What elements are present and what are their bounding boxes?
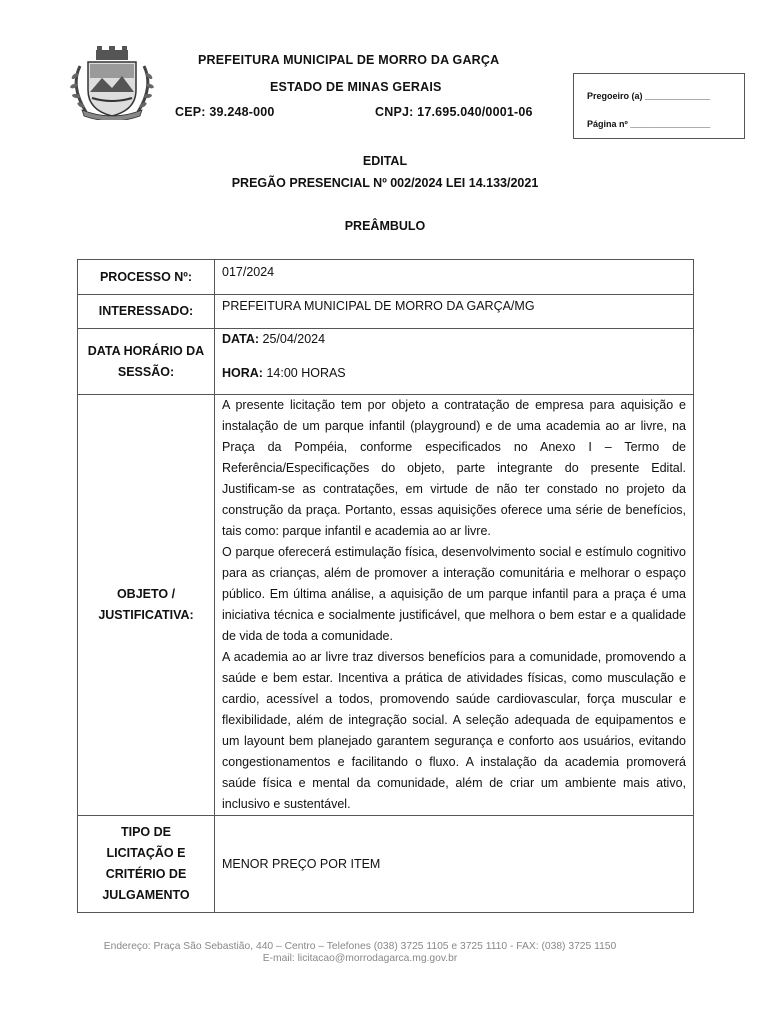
data-line bbox=[222, 329, 686, 350]
footer-email: E-mail: licitacao@morrodagarca.mg.gov.br bbox=[262, 953, 458, 964]
table-row-processo bbox=[78, 260, 694, 295]
hora-time-value: 14:00 HORAS bbox=[262, 366, 346, 380]
header-cep: CEP: 39.248-000 bbox=[175, 105, 275, 119]
interessado-value: PREFEITURA MUNICIPAL DE MORRO DA GARÇA/MG bbox=[215, 295, 694, 329]
pagina-line: Página nº ________________ bbox=[587, 119, 711, 129]
data-key: DATA: bbox=[222, 332, 260, 346]
objeto-paragraph-3: A academia ao ar livre traz diversos benefícios para a comunidade, promovendo a saúde e bem estar. Incentiva a prática de atividades físicas, como musculação e cardio, acessível a todos, promovendo saúde cardiovascular, força muscular e flexibilidade, além de integração social. A seleção adequada de equipamentos e um layount bem planejado garantem segurança e conforto aos usuários, evitando congestionamentos e facilitando o fluxo. A instalação da academia promoverá saúde física e mental da comunidade, além de criar um ambiente mais ativo, inclusivo e sustentável. bbox=[222, 650, 686, 811]
header-municipality: PREFEITURA MUNICIPAL DE MORRO DA GARÇA bbox=[198, 53, 500, 67]
table-row-data bbox=[78, 329, 694, 395]
header-cnpj: CNPJ: 17.695.040/0001-06 bbox=[375, 105, 533, 119]
hora-key: HORA: bbox=[222, 366, 263, 380]
objeto-label bbox=[78, 395, 215, 816]
pregoeiro-line: Pregoeiro (a) _____________ bbox=[587, 91, 711, 101]
tipo-label-line1: TIPO DE bbox=[120, 825, 171, 839]
tipo-label-line3: CRITÉRIO DE bbox=[105, 867, 187, 881]
objeto-paragraph-1: A presente licitação tem por objeto a contratação de empresa para aquisição e instalação de um parque infantil (playground) e de uma academia ao ar livre, na Praça da Pompéia, conforme especificados no Anexo I – Termo de Referência/Especificações do objeto, parte integrante do presente Edital. Justificam-se as contratações, em virtude de não ter constado no projeto da construção da praça. Portanto, essas aquisições oferece uma série de benefícios, tais como: parque infantil e academia ao ar livre. bbox=[222, 398, 686, 538]
footer-address: Endereço: Praça São Sebastião, 440 – Centro – Telefones (038) 3725 1105 e 3725 1110 - FAX: (038) 3725 1150 bbox=[103, 941, 617, 952]
data-date-value: 25/04/2024 bbox=[259, 332, 326, 346]
data-label bbox=[78, 329, 215, 395]
objeto-value bbox=[215, 395, 694, 816]
table-row-objeto bbox=[78, 395, 694, 816]
edital-title: EDITAL bbox=[362, 154, 408, 168]
data-label-line2: SESSÃO: bbox=[117, 364, 175, 379]
coat-of-arms-icon bbox=[66, 46, 158, 120]
interessado-label: INTERESSADO: bbox=[78, 295, 215, 329]
tipo-label-line4: JULGAMENTO bbox=[102, 888, 190, 902]
data-value bbox=[215, 329, 694, 395]
preambulo-table bbox=[77, 259, 694, 913]
header-state: ESTADO DE MINAS GERAIS bbox=[270, 80, 442, 94]
tipo-label-line2: LICITAÇÃO E bbox=[106, 846, 186, 860]
objeto-label-line1: OBJETO / bbox=[116, 587, 176, 601]
processo-label: PROCESSO Nº: bbox=[78, 260, 215, 295]
data-label-line1: DATA HORÁRIO DA bbox=[87, 343, 205, 358]
objeto-paragraph-2: O parque oferecerá estimulação física, desenvolvimento social e estímulo cognitivo para as crianças, além de promover a interação comunitária e melhorar o espaço público. Em última análise, a aquisição de um parque infantil para a praça é uma iniciativa técnica e socialmente justificável, que melhora o bem estar e a qualidade de vida de toda a comunidade. bbox=[222, 545, 686, 643]
pregoeiro-stamp-box bbox=[573, 73, 745, 139]
hora-line bbox=[222, 363, 686, 384]
tipo-value: MENOR PREÇO POR ITEM bbox=[215, 816, 694, 913]
table-row-interessado bbox=[78, 295, 694, 329]
table-row-tipo bbox=[78, 816, 694, 913]
tipo-label bbox=[78, 816, 215, 913]
processo-value: 017/2024 bbox=[215, 260, 694, 295]
objeto-label-line2: JUSTIFICATIVA: bbox=[98, 608, 194, 622]
pregao-title: PREGÃO PRESENCIAL Nº 002/2024 LEI 14.133/2021 bbox=[231, 176, 539, 190]
preambulo-title: PREÂMBULO bbox=[344, 219, 426, 233]
